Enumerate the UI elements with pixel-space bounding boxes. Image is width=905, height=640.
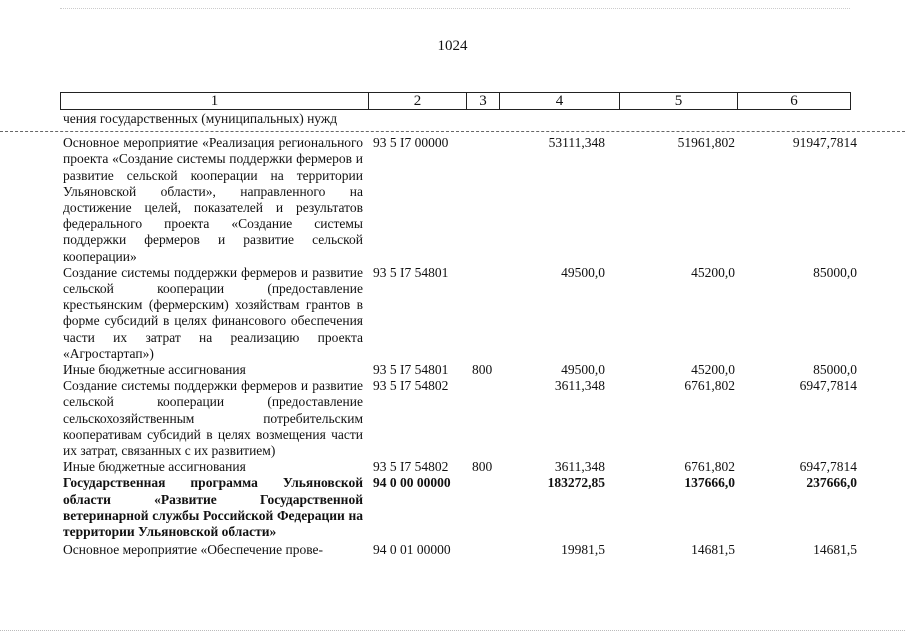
row-description: Государственная программа Ульяновской области «Развитие Государственной ветеринарной службы Российской Федерации на территории Ульяновской области»: [63, 475, 363, 540]
table-row: [60, 264, 857, 362]
table-row-program: [60, 475, 857, 540]
row-value-col6: 6947,7814: [799, 459, 857, 475]
row-value-col6: 14681,5: [813, 542, 857, 558]
row-description: чения государственных (муниципальных) нужд: [63, 111, 338, 126]
row-kind: 800: [472, 459, 493, 475]
row-code: 93 5 I7 54801: [373, 264, 449, 280]
col-header-2: 2: [369, 93, 467, 110]
row-code: 94 0 01 00000: [373, 542, 451, 558]
budget-table-body: [60, 111, 857, 558]
row-value-col4: 53111,348: [548, 135, 605, 151]
table-row: [60, 459, 857, 475]
row-value-col4: 49500,0: [561, 362, 605, 378]
col-header-3: 3: [467, 93, 500, 110]
row-value-col6: 6947,7814: [799, 378, 857, 394]
table-row: [60, 542, 857, 558]
row-value-col5: 6761,802: [684, 378, 735, 394]
row-description: Основное мероприятие «Реализация регионального проекта «Создание системы поддержки фермеров и развитие сельской кооперации на территории Ульяновской области», направленного на достижение целей, показателей и результатов федерального проекта «Создание системы поддержки фермеров и развитие сельской кооперации»: [63, 135, 363, 264]
scan-edge: [0, 630, 905, 631]
table-row: [60, 135, 857, 265]
row-value-col5: 51961,802: [677, 135, 735, 151]
row-value-col4: 183272,85: [547, 475, 605, 491]
row-value-col5: 45200,0: [691, 362, 735, 378]
row-value-col5: 14681,5: [691, 542, 735, 558]
row-value-col6: 85000,0: [813, 264, 857, 280]
row-value-col4: 3611,348: [554, 459, 605, 475]
row-value-col5: 45200,0: [691, 264, 735, 280]
table-row: [60, 362, 857, 378]
row-code: 93 5 I7 54802: [373, 459, 449, 475]
row-code: 93 5 I7 54802: [373, 378, 449, 394]
col-header-5: 5: [620, 93, 738, 110]
col-header-1: 1: [61, 93, 369, 110]
row-value-col6: 85000,0: [813, 362, 857, 378]
row-code: 93 5 I7 54801: [373, 362, 449, 378]
column-header-row: [61, 93, 851, 110]
col-header-4: 4: [500, 93, 620, 110]
scan-edge: [60, 8, 850, 9]
row-value-col6: 91947,7814: [792, 135, 857, 151]
row-description: Основное мероприятие «Обеспечение прове-: [63, 542, 324, 558]
row-value-col6: 237666,0: [806, 475, 857, 491]
table-row: [60, 378, 857, 459]
row-description: Создание системы поддержки фермеров и развитие сельской кооперации (предоставление сельскохозяйственным потребительским кооперативам субсидий в целях возмещения части их затрат, связанных с их развитием): [63, 378, 363, 459]
row-code: 93 5 I7 00000: [373, 135, 449, 151]
row-value-col4: 19981,5: [561, 542, 605, 558]
table-row: [60, 111, 850, 127]
row-description: Иные бюджетные ассигнования: [63, 459, 246, 475]
column-header-table: [60, 92, 851, 110]
row-value-col5: 137666,0: [684, 475, 735, 491]
row-description: Иные бюджетные ассигнования: [63, 362, 246, 378]
row-kind: 800: [472, 362, 493, 378]
page-number: 1024: [437, 38, 468, 54]
col-header-6: 6: [738, 93, 851, 110]
row-value-col5: 6761,802: [684, 459, 735, 475]
row-value-col4: 3611,348: [554, 378, 605, 394]
row-value-col4: 49500,0: [561, 264, 605, 280]
row-code: 94 0 00 00000: [373, 475, 451, 491]
row-description: Создание системы поддержки фермеров и развитие сельской кооперации (предоставление крестьянским (фермерским) хозяйствам грантов в форме субсидий в целях финансового обеспечения части их затрат на реализацию проекта «Агростартап»): [63, 264, 363, 361]
